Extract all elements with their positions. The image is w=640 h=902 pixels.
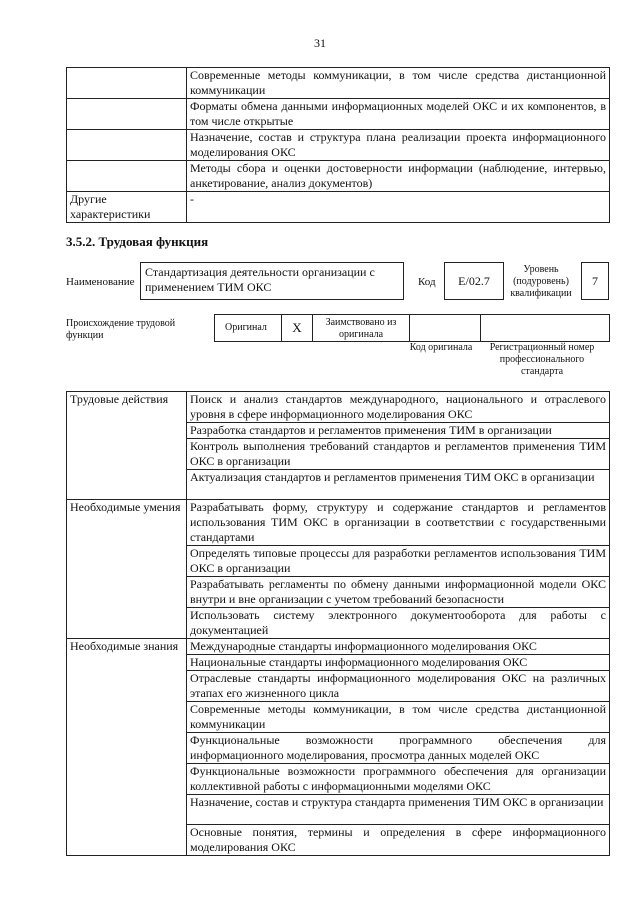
row-text: Методы сбора и оценки достоверности информации (наблюдение, интервью, анкетирование, анализ документов)	[187, 161, 610, 192]
row-text: -	[187, 192, 610, 223]
row-text: Современные методы коммуникации, в том числе средства дистанционной коммуникации	[187, 68, 610, 99]
original-cell	[215, 315, 282, 341]
row-label: Другие характеристики	[67, 192, 187, 223]
row-text: Назначение, состав и структура плана реализации проекта информационного моделирования ОКС	[187, 130, 610, 161]
level-value: 7	[581, 262, 609, 300]
row-text: Контроль выполнения требований стандартов и регламентов применения ТИМ ОКС в организации	[187, 439, 610, 470]
group-label: Необходимые знания	[67, 639, 187, 856]
regnum-caption: Регистрационный номер профессионального стандарта	[489, 342, 595, 377]
code-value: E/02.7	[444, 262, 504, 300]
code-caption: Код оригинала	[409, 342, 473, 353]
table-row	[67, 68, 610, 99]
origin-box	[214, 314, 610, 342]
top-table	[66, 67, 610, 223]
row-text: Разрабатывать регламенты по обмену данными информационной модели ОКС внутри и вне организации с учетом требований безопасности	[187, 577, 610, 608]
row-text: Использовать систему электронного документооборота для работы с документацией	[187, 608, 610, 639]
level-label: Уровень (подуровень) квалификации	[510, 264, 572, 299]
row-text: Форматы обмена данными информационных моделей ОКС и их компонентов, в том числе открытые	[187, 99, 610, 130]
origin-label: Происхождение трудовой функции	[66, 318, 176, 341]
table-row	[67, 130, 610, 161]
row-text: Назначение, состав и структура стандарта применения ТИМ ОКС в организации	[187, 795, 610, 825]
row-text: Международные стандарты информационного моделирования ОКС	[187, 639, 610, 655]
group-label: Трудовые действия	[67, 392, 187, 500]
table-row	[67, 639, 610, 655]
page-number: 31	[314, 36, 326, 50]
group-label: Необходимые умения	[67, 500, 187, 639]
row-text: Разрабатывать форму, структуру и содержание стандартов и регламентов использования ТИМ ОКС в организации в соответствии с государственными стандартами	[187, 500, 610, 546]
section-heading: 3.5.2. Трудовая функция	[66, 234, 209, 249]
table-row	[67, 99, 610, 130]
row-label	[67, 99, 187, 130]
row-text: Функциональные возможности программного обеспечения для организации коллективной работы с информационными моделями ОКС	[187, 764, 610, 795]
row-text: Основные понятия, термины и определения в сфере информационного моделирования ОКС	[187, 825, 610, 856]
name-box	[140, 262, 404, 300]
original-mark: X	[282, 315, 313, 341]
function-name: Стандартизация деятельности организации с применением ТИМ ОКС	[145, 265, 375, 294]
original-label: Оригинал	[225, 322, 267, 333]
row-text: Национальные стандарты информационного моделирования ОКС	[187, 655, 610, 671]
table-row	[67, 500, 610, 546]
name-label: Наименование	[66, 276, 135, 288]
borrowed-label: Заимствовано из оригинала	[325, 317, 397, 340]
row-text: Современные методы коммуникации, в том числе средства дистанционной коммуникации	[187, 702, 610, 733]
row-label	[67, 68, 187, 99]
table-row	[67, 392, 610, 423]
row-text: Определять типовые процессы для разработки регламентов использования ТИМ ОКС в организации	[187, 546, 610, 577]
row-text: Функциональные возможности программного обеспечения для информационного моделирования, просмотра данных моделей ОКС	[187, 733, 610, 764]
code-label: Код	[418, 276, 436, 288]
row-text: Отраслевые стандарты информационного моделирования ОКС на различных этапах его жизненного цикла	[187, 671, 610, 702]
row-text: Поиск и анализ стандартов международного, национального и отраслевого уровня в сфере информационного моделирования ОКС	[187, 392, 610, 423]
row-label	[67, 130, 187, 161]
table-row	[67, 161, 610, 192]
row-text: Разработка стандартов и регламентов применения ТИМ в организации	[187, 423, 610, 439]
row-label	[67, 161, 187, 192]
origin-code-cell	[409, 315, 481, 341]
table-row	[67, 192, 610, 223]
main-table	[66, 391, 610, 856]
row-text: Актуализация стандартов и регламентов применения ТИМ ОКС в организации	[187, 470, 610, 500]
